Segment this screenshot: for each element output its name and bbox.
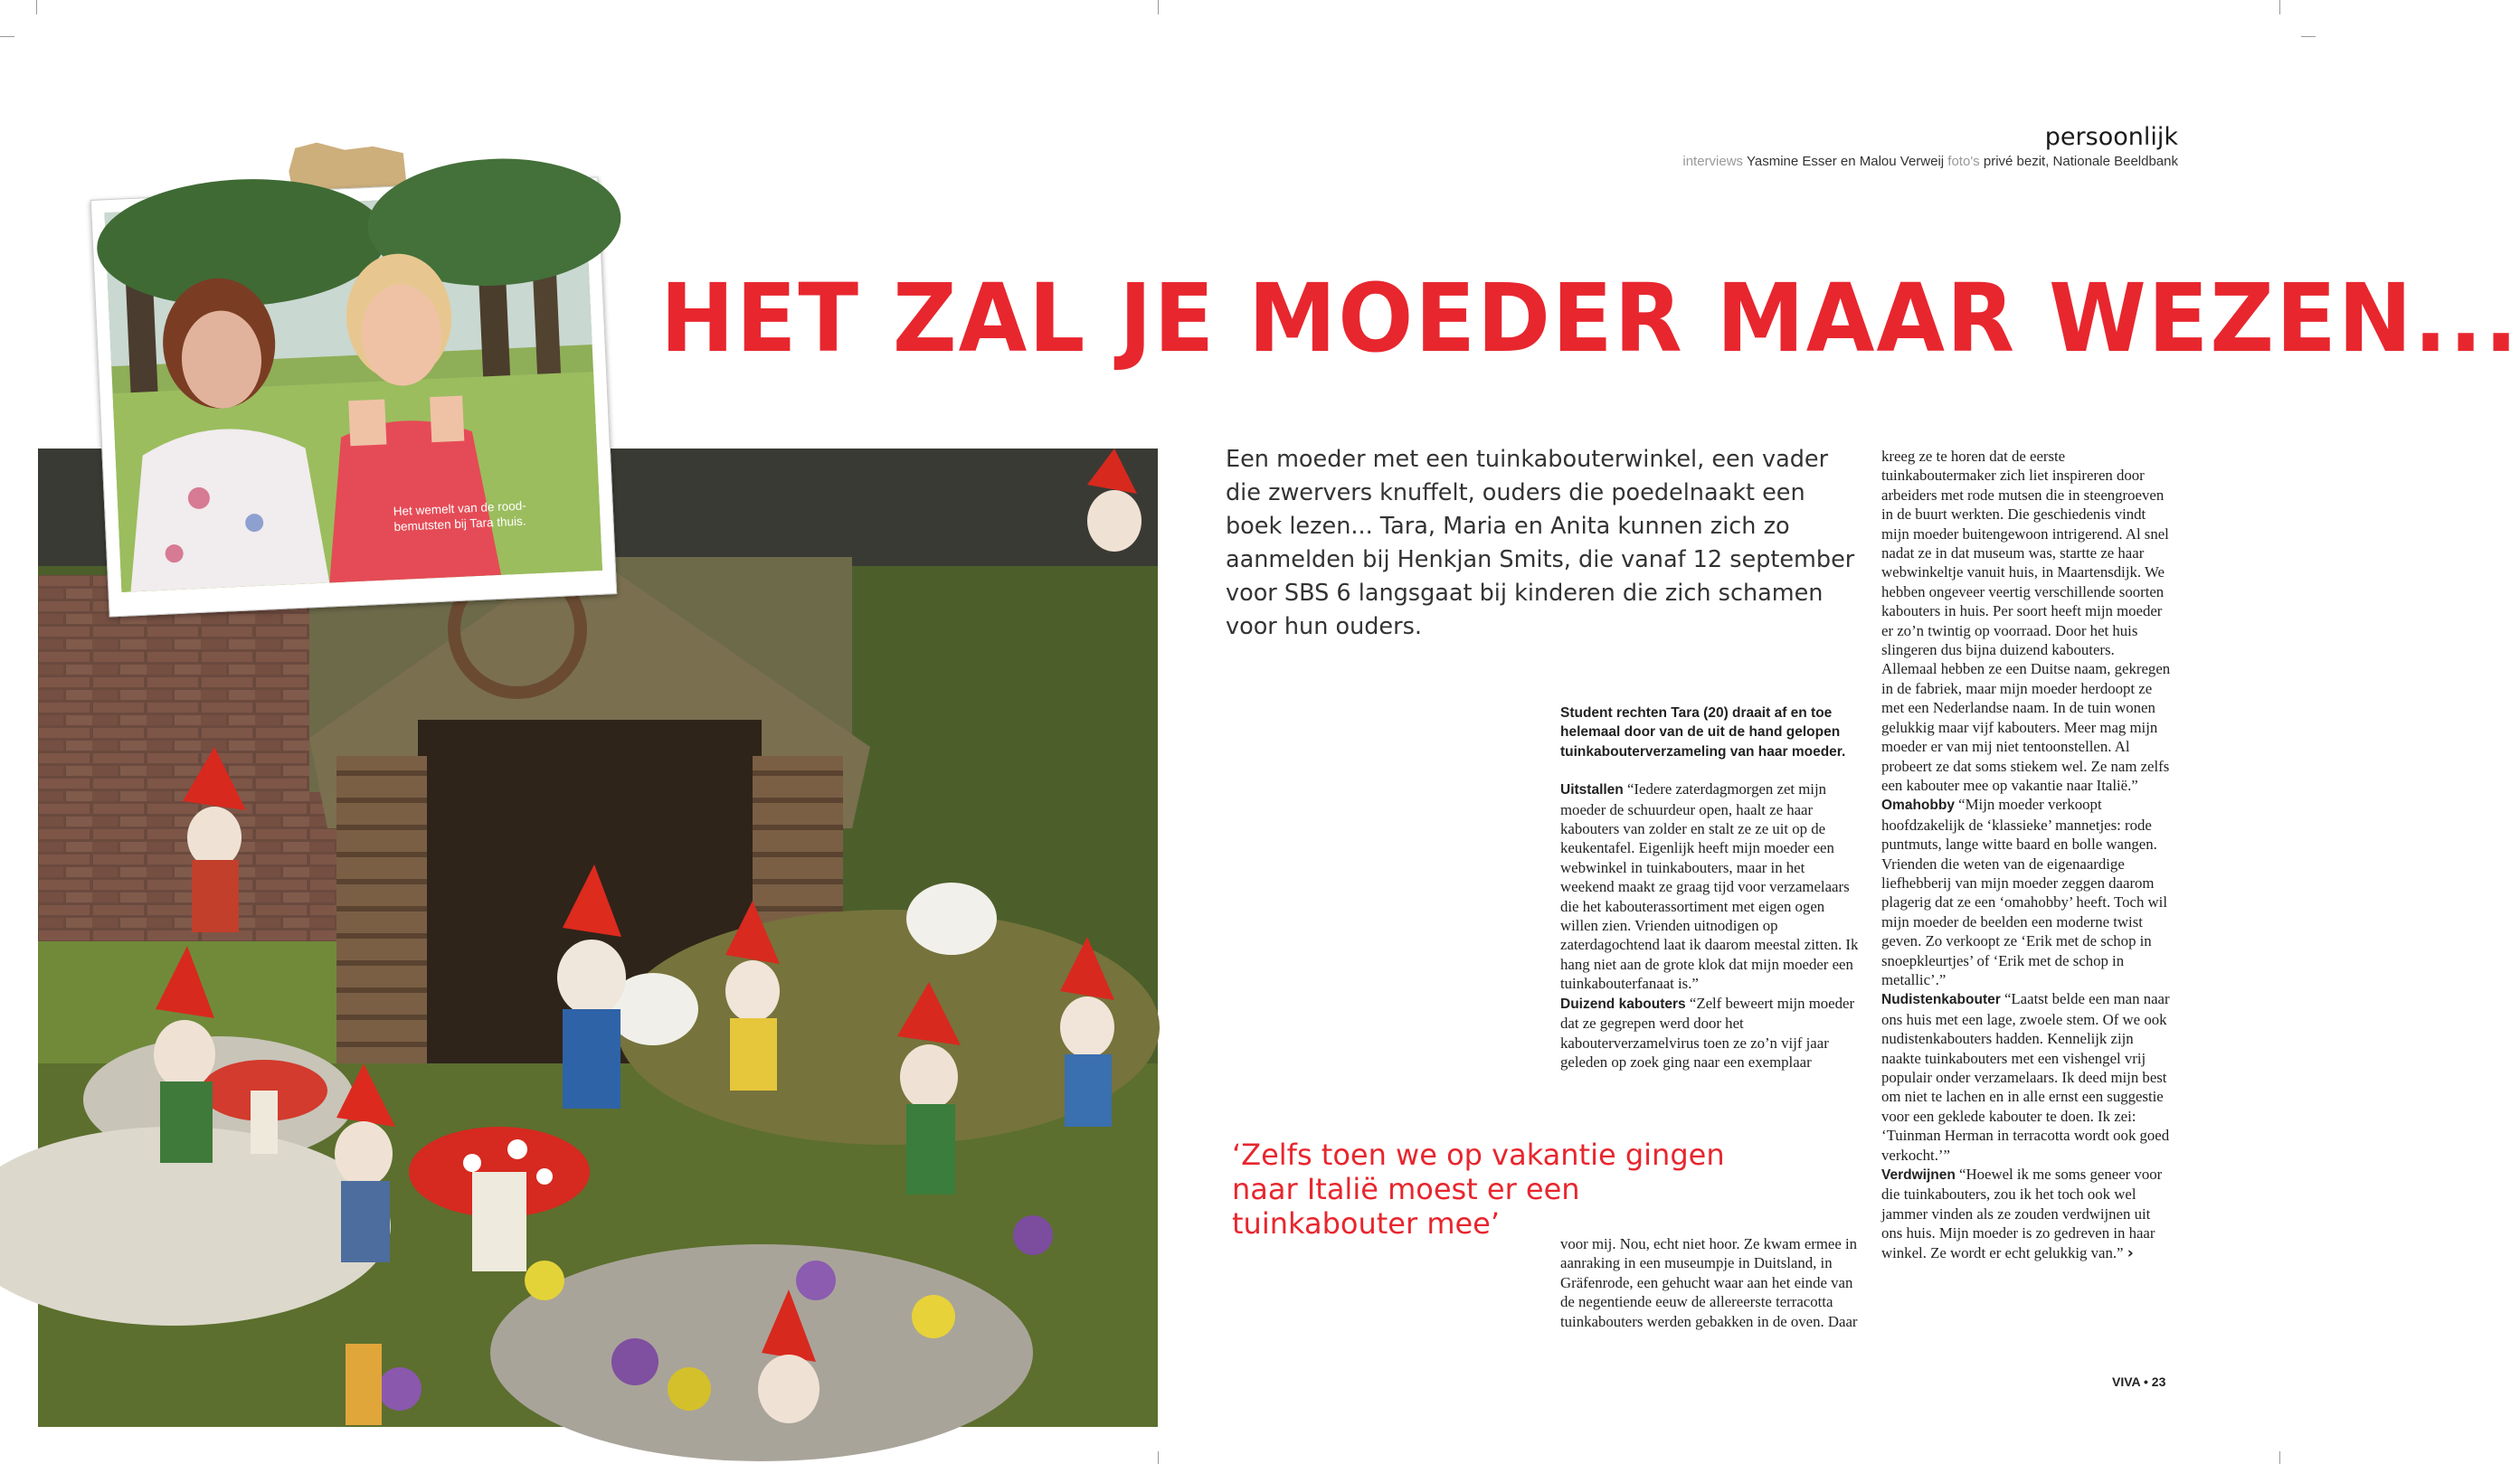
text-nudistenkabouter: “Laatst belde een man naar ons huis met een lage, zwoele stem. Of we ook nudistenkabouters hadden. Kennelijk zijn naakte tuinkabouters met een vishengel vrij populair onder verzamelaars. Ik deed mijn best om niet te lachen en in alle ernst een suggestie voor een geklede kabouter te doen. Ik zei: ‘Tuinman Herman in terracotta wordt ook goed verkocht.’” bbox=[1881, 990, 2170, 1164]
article-lead: Student rechten Tara (20) draait af en toe helemaal door van de uit de hand gelopen tuinkabouterverzameling van haar moeder. bbox=[1560, 705, 1846, 760]
photo-credits bbox=[1682, 154, 2178, 169]
text-omahobby: “Mijn moeder verkoopt hoofdzakelijk de ‘klassieke’ mannetjes: rode puntmuts, lange witte baard en bolle wangen. Vrienden die weten van de eigenaardige liefhebberij van mijn moeder zeggen daarom plagerig dat ze een ‘omahobby’ heeft. Toch wil mijn moeder de beelden een moderne twist geven. Zo verkoopt ze ‘Erik met de schop in snoepkleurtjes’ of ‘Erik met de schop in metallic’.” bbox=[1881, 796, 2167, 988]
intro-text: Een moeder met een tuinkabouterwinkel, een vader die zwervers knuffelt, ouders die poedelnaakt een boek lezen... Tara, Maria en Anita kunnen zich zo aanmelden bij Henkjan Smits, die vanaf 12 september voor SBS 6 langsgaat bij kinderen die zich schamen voor hun ouders. bbox=[1226, 446, 1855, 640]
crop-mark-top-right bbox=[2279, 0, 2280, 14]
section-duizend-kabouters bbox=[1560, 994, 1859, 1072]
crop-mark-top-left bbox=[36, 0, 37, 14]
section-verdwijnen bbox=[1881, 1165, 2173, 1262]
crop-mark-bottom-center bbox=[1158, 1451, 1159, 1464]
section-nudistenkabouter bbox=[1881, 989, 2173, 1165]
headline: HET ZAL JE MOEDER MAAR WEZEN... bbox=[660, 263, 2520, 373]
section-omahobby bbox=[1881, 795, 2173, 989]
polaroid-photo-frame bbox=[90, 176, 617, 617]
subhead-nudistenkabouter: Nudistenkabouter bbox=[1881, 992, 2001, 1008]
text-duizend-kabouters-b: voor mij. Nou, echt niet hoor. Ze kwam ermee in aanraking in een museumpje in Duitsland, in Gräfenrode, een gehucht waar aan het einde van de negentiende eeuw de allereerste terracotta tuinkabouters werden gebakken in de oven. Daar bbox=[1560, 1235, 1858, 1330]
credits-interviews: Yasmine Esser en Malou Verweij bbox=[1746, 154, 1945, 169]
subhead-omahobby: Omahobby bbox=[1881, 798, 1955, 814]
text-uitstallen: “Iedere zaterdagmorgen zet mijn moeder de schuurdeur open, haalt ze haar kabouters van zolder en stalt ze ze uit op de keukentafel. Eigenlijk heeft mijn moeder een webwinkel in tuinkabouters, maar in het weekend maakt ze graag tijd voor verzamelaars die het kabouterassortiment met eigen ogen willen zien. Vrienden uitnodigen op zaterdagochtend laat ik daarom meestal zitten. Ik hang niet aan de grote klok dat mijn moeder een tuinkabouterfanaat is.” bbox=[1560, 780, 1859, 993]
credits-photos: privé bezit, Nationale Beeldbank bbox=[1983, 154, 2178, 169]
tara-and-mother-photo bbox=[104, 191, 602, 592]
subhead-duizend-kabouters: Duizend kabouters bbox=[1560, 996, 1686, 1012]
text-duizend-kabouters-c: kreeg ze te horen dat de eerste tuinkaboutermaker zich liet inspireren door arbeiders met rode mutsen die in steengroeven in de buurt werkten. Die geschiedenis vindt mijn moeder buitengewoon intrigerend. Al snel nadat ze in dat museum was, startte ze haar webwinkeltje vanuit huis, in Maartensdijk. We hebben ongeveer veertig verschillende soorten kabouters in huis. Per soort heeft mijn moeder er zo’n twintig op voorraad. Door het huis slingeren dus bijna duizend kabouters. Allemaal hebben ze een Duitse naam, gekregen in de fabriek, maar mijn moeder herdoopt ze met een Nederlandse naam. In de tuin wonen gelukkig maar vijf kabouters. Meer mag mijn moeder er van mij niet tentoonstellen. Al probeert ze dat soms stiekem wel. Ze nam zelfs een kabouter mee op vakantie naar Italië.” bbox=[1881, 448, 2171, 794]
subhead-verdwijnen: Verdwijnen bbox=[1881, 1167, 1956, 1184]
pull-quote: ‘Zelfs toen we op vakantie gingen naar Italië moest er een tuinkabouter mee’ bbox=[1232, 1138, 1725, 1241]
page-folio: VIVA • 23 bbox=[2112, 1374, 2166, 1389]
crop-mark-bottom-right bbox=[2279, 1451, 2280, 1464]
credits-label-interviews: interviews bbox=[1682, 154, 1744, 169]
photo-caption: Het wemelt van de rood-bemutsten bij Tara thuis. bbox=[393, 498, 527, 534]
text-duizend-kabouters-a: “Zelf beweert mijn moeder dat ze gegrepen werd door het kabouterverzamelvirus toen ze zo’n vijf jaar geleden op zoek ging naar een exemplaar bbox=[1560, 994, 1855, 1071]
article-column-2 bbox=[1881, 447, 2173, 1262]
crop-mark-left-top bbox=[0, 36, 14, 37]
section-uitstallen bbox=[1560, 779, 1859, 993]
end-chevron-icon: › bbox=[2127, 1242, 2134, 1261]
article-column-1a bbox=[1560, 704, 1859, 1072]
crop-mark-top-center bbox=[1158, 0, 1159, 14]
section-label: persoonlijk bbox=[2044, 123, 2178, 151]
credits-label-photos: foto's bbox=[1947, 154, 1980, 169]
subhead-uitstallen: Uitstallen bbox=[1560, 782, 1624, 798]
text-verdwijnen: “Hoewel ik me soms geneer voor die tuinkabouters, zou ik het toch ook wel jammer vinden als ze zouden verdwijnen uit ons huis. Mijn moeder is zo gedreven in haar winkel. Ze wordt er echt gelukkig van.” bbox=[1881, 1166, 2163, 1261]
crop-mark-right-top bbox=[2301, 36, 2316, 37]
article-column-1b bbox=[1560, 1234, 1859, 1331]
